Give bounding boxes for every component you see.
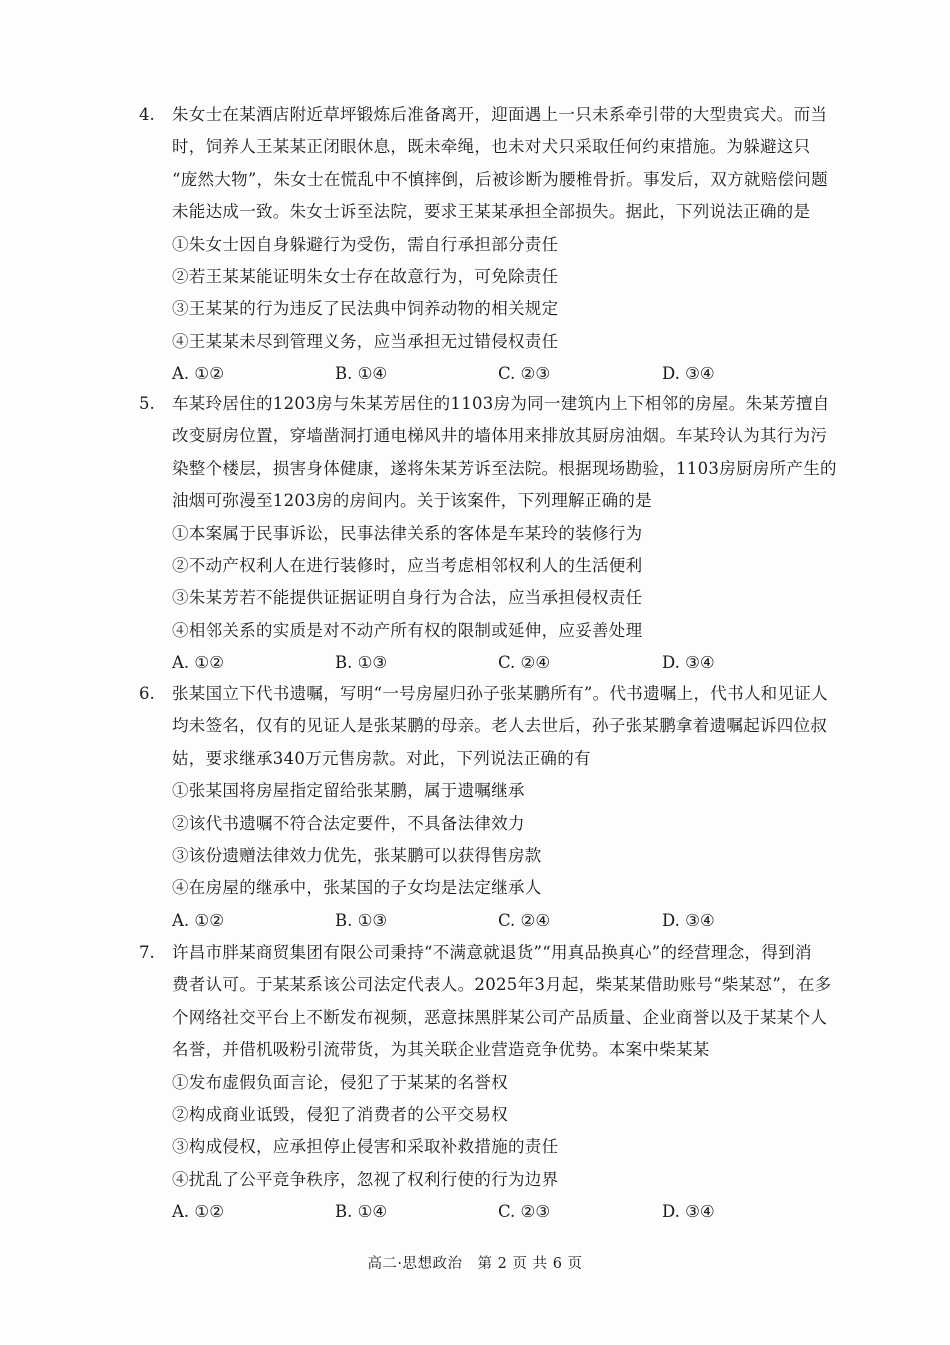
stem-line: 姑，要求继承340万元售房款。对此，下列说法正确的有 — [172, 748, 591, 768]
option-c: C. ②④ — [498, 653, 551, 673]
stem-line: 改变厨房位置，穿墙凿洞打通电梯风井的墙体用来排放其厨房油烟。车某玲认为其行为污 — [172, 426, 828, 446]
statement-item: ②该代书遗嘱不符合法定要件，不具备法律效力 — [172, 813, 525, 833]
option-d: D. ③④ — [662, 653, 715, 673]
option-c: C. ②③ — [498, 364, 551, 384]
question-number: 7. — [139, 943, 155, 962]
question-number: 4. — [139, 105, 155, 124]
statement-item: ④扰乱了公平竞争秩序，忽视了权利行使的行为边界 — [172, 1169, 559, 1189]
stem-line: 朱女士在某酒店附近草坪锻炼后准备离开，迎面遇上一只未系牵引带的大型贵宾犬。而当 — [172, 105, 828, 124]
option-b: B. ①③ — [335, 910, 388, 930]
statement-item: ②构成商业诋毁，侵犯了消费者的公平交易权 — [172, 1105, 508, 1125]
statement-item: ①发布虚假负面言论，侵犯了于某某的名誉权 — [172, 1072, 508, 1092]
statement-item: ③王某某的行为违反了民法典中饲养动物的相关规定 — [172, 299, 559, 319]
question-number: 5. — [139, 394, 155, 413]
statement-item: ②不动产权利人在进行装修时，应当考虑相邻权利人的生活便利 — [172, 556, 643, 576]
stem-line: 许昌市胖某商贸集团有限公司秉持“不满意就退货”“用真品换真心”的经营理念，得到消 — [172, 943, 812, 962]
question-body — [172, 678, 829, 937]
statement-item: ④相邻关系的实质是对不动产所有权的限制或延伸，应妥善处理 — [172, 620, 643, 640]
statement-item: ③该份遗赠法律效力优先，张某鹏可以获得售房款 — [172, 846, 542, 866]
option-c: C. ②④ — [498, 910, 551, 930]
statement-item: ①本案属于民事诉讼，民事法律关系的客体是车某玲的装修行为 — [172, 523, 643, 543]
statement-item: ④在房屋的继承中，张某国的子女均是法定继承人 — [172, 878, 542, 898]
answer-options — [172, 647, 829, 679]
stem-line: 名誉，并借机吸粉引流带货，为其关联企业营造竞争优势。本案中柴某某 — [172, 1040, 710, 1060]
statement-item: ②若王某某能证明朱女士存在故意行为，可免除责任 — [172, 267, 559, 287]
question-6 — [139, 678, 829, 937]
option-a: A. ①② — [172, 910, 224, 930]
stem-line: 染整个楼层，损害身体健康，遂将朱某芳诉至法院。根据现场勘验，1103房厨房所产生的 — [172, 458, 837, 478]
option-d: D. ③④ — [662, 910, 715, 930]
question-number: 6. — [139, 684, 155, 703]
stem-line: 车某玲居住的1203房与朱某芳居住的1103房为同一建筑内上下相邻的房屋。朱某芳擅自 — [172, 394, 830, 413]
stem-line: 个网络社交平台上不断发布视频，恶意抹黑胖某公司产品质量、企业商誉以及于某某个人 — [172, 1007, 828, 1027]
statement-item: ③构成侵权，应承担停止侵害和采取补救措施的责任 — [172, 1137, 559, 1157]
option-b: B. ①③ — [335, 653, 388, 673]
option-d: D. ③④ — [662, 364, 715, 384]
answer-options — [172, 358, 829, 390]
question-body — [172, 937, 832, 1229]
question-7 — [139, 937, 832, 1229]
stem-line: 费者认可。于某某系该公司法定代表人。2025年3月起，柴某某借助账号“柴某怼”，在多 — [172, 975, 832, 995]
answer-options — [172, 1196, 829, 1228]
option-a: A. ①② — [172, 653, 224, 673]
stem-line: 张某国立下代书遗嘱，写明“一号房屋归孙子张某鹏所有”。代书遗嘱上，代书人和见证人 — [172, 684, 828, 703]
option-b: B. ①④ — [335, 1202, 388, 1222]
stem-line: “庞然大物”，朱女士在慌乱中不慎摔倒，后被诊断为腰椎骨折。事发后，双方就赔偿问题 — [172, 169, 828, 189]
stem-line: 时，饲养人王某某正闭眼休息，既未牵绳，也未对犬只采取任何约束措施。为躲避这只 — [172, 137, 811, 157]
statement-item: ④王某某未尽到管理义务，应当承担无过错侵权责任 — [172, 331, 559, 351]
option-d: D. ③④ — [662, 1202, 715, 1222]
option-b: B. ①④ — [335, 364, 388, 384]
option-a: A. ①② — [172, 1202, 224, 1222]
statement-item: ①张某国将房屋指定留给张某鹏，属于遗嘱继承 — [172, 781, 525, 801]
stem-line: 油烟可弥漫至1203房的房间内。关于该案件，下列理解正确的是 — [172, 491, 652, 511]
statement-item: ①朱女士因自身躲避行为受伤，需自行承担部分责任 — [172, 234, 559, 254]
page-footer: 高二·思想政治 第 2 页 共 6 页 — [367, 1256, 583, 1272]
question-5 — [139, 388, 837, 680]
statement-item: ③朱某芳若不能提供证据证明自身行为合法，应当承担侵权责任 — [172, 588, 643, 608]
option-c: C. ②③ — [498, 1202, 551, 1222]
answer-options — [172, 905, 829, 937]
stem-line: 未能达成一致。朱女士诉至法院，要求王某某承担全部损失。据此，下列说法正确的是 — [172, 202, 811, 222]
question-4 — [139, 99, 829, 391]
question-body — [172, 388, 837, 680]
option-a: A. ①② — [172, 364, 224, 384]
stem-line: 均未签名，仅有的见证人是张某鹏的母亲。老人去世后，孙子张某鹏拿着遗嘱起诉四位叔 — [172, 716, 828, 736]
question-body — [172, 99, 829, 391]
